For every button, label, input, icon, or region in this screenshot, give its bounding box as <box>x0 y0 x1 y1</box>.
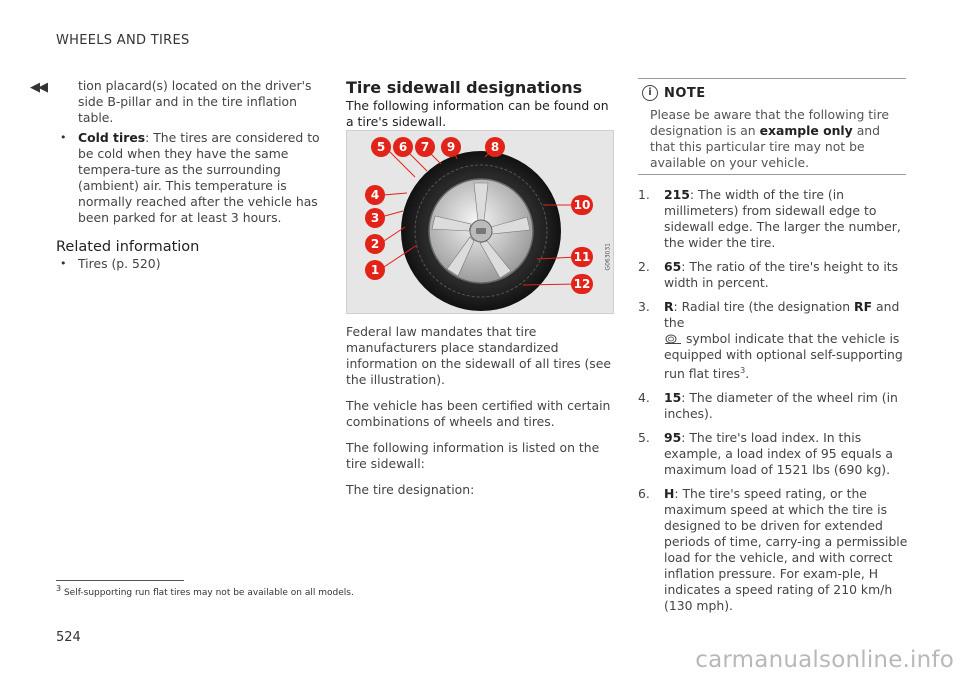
callout-10: 10 <box>571 195 593 215</box>
callout-11: 11 <box>571 247 593 267</box>
watermark[interactable]: carmanualsonline.info <box>695 647 954 673</box>
run-flat-tire-icon <box>664 334 682 344</box>
list-number: 1. <box>638 187 650 202</box>
page-number: 524 <box>56 630 81 645</box>
list-label: 215 <box>664 187 690 202</box>
list-number: 4. <box>638 390 650 406</box>
list-text: and the <box>664 299 900 330</box>
list-text: : Radial tire (the designation <box>673 299 855 314</box>
list-item <box>638 187 910 251</box>
footnote-ref[interactable]: 3 <box>740 366 746 375</box>
figure-code: G063031 <box>605 243 612 271</box>
continued-paragraph: tion placard(s) located on the driver's side B-pillar and in the tire inflation table. <box>78 78 312 125</box>
note-text-bold: example only <box>759 123 853 138</box>
section-subheading: The following information can be found on a tire's sidewall. <box>346 98 609 129</box>
related-link-tires[interactable]: • Tires (p. 520) <box>56 256 322 272</box>
list-label-rf: RF <box>854 299 873 314</box>
continued-mark: ◀◀ <box>30 80 46 95</box>
column-left <box>56 78 322 272</box>
section-header: WHEELS AND TIRES <box>56 33 190 48</box>
paragraph-listed: The following information is listed on the tire sidewall: <box>346 440 600 471</box>
list-text: . <box>745 366 750 382</box>
cold-tires-label: Cold tires <box>78 130 146 145</box>
tire-sidewall-illustration <box>346 130 614 314</box>
note-title: NOTE <box>664 85 706 101</box>
column-middle-body <box>346 324 616 498</box>
callout-1: 1 <box>365 260 385 280</box>
list-text: : The diameter of the wheel rim (in inches). <box>664 390 898 422</box>
note-text-pre: Please be aware that the following tire designation is an <box>650 107 890 138</box>
callout-5: 5 <box>371 137 391 157</box>
list-number: 6. <box>638 486 650 502</box>
list-label: 15 <box>664 390 682 406</box>
list-item <box>638 299 910 382</box>
list-number: 3. <box>638 299 650 314</box>
paragraph-federal-law: Federal law mandates that tire manufacturers place standardized information on the sidewall of all tires (see the illustration). <box>346 324 612 387</box>
callout-8: 8 <box>485 137 505 157</box>
list-number: 2. <box>638 259 650 274</box>
callout-3: 3 <box>365 208 385 228</box>
note-text-post: and that this particular tire may not be available on your vehicle. <box>650 123 881 170</box>
note-body <box>650 107 894 171</box>
callout-6: 6 <box>393 137 413 157</box>
list-text: symbol indicate that the vehicle is equipped with optional self-supporting run flat tires <box>664 331 903 382</box>
note-header <box>642 85 906 101</box>
list-label: H <box>664 486 675 502</box>
callout-4: 4 <box>365 185 385 205</box>
related-heading: Related information <box>56 239 200 255</box>
footnote-number: 3 <box>56 584 62 593</box>
paragraph-designation: The tire designation: <box>346 482 475 497</box>
hub-logo <box>476 228 486 234</box>
list-item <box>638 390 910 422</box>
list-text: : The width of the tire (in millimeters) from sidewall edge to sidewall edge. The larger the number, the wider the tire. <box>664 187 901 250</box>
list-label: R <box>664 299 674 314</box>
cold-tires-text: : The tires are considered to be cold when they have the same tempera-ture as the surrounding (ambient) air. This temperature is normally reached after the vehicle has been parked for at least 3 hours. <box>78 130 320 225</box>
footnote-divider <box>56 580 184 581</box>
callout-9: 9 <box>441 137 461 157</box>
designation-list <box>638 187 910 622</box>
paragraph-certified: The vehicle has been certified with certain combinations of wheels and tires. <box>346 398 611 429</box>
callout-7: 7 <box>415 137 435 157</box>
column-middle <box>346 78 616 130</box>
list-text: : The tire's speed rating, or the maximum speed at which the tire is designed to be driven for extended periods of time, carry-ing a permissible load for the vehicle, and with correct inflation pressure. For exam-ple, H indicates a speed rating of 210 km/h (130 mph). <box>664 486 908 614</box>
list-number: 5. <box>638 430 650 446</box>
list-item <box>638 430 910 478</box>
note-box <box>638 78 906 175</box>
cold-tires-bullet <box>56 130 322 226</box>
info-icon: i <box>642 85 658 101</box>
list-text: : The tire's load index. In this example, a load index of 95 equals a maximum load of 1521 lbs (690 kg). <box>664 430 893 478</box>
footnote-text: Self-supporting run flat tires may not be available on all models. <box>63 588 354 598</box>
list-text: : The ratio of the tire's height to its width in percent. <box>664 259 899 290</box>
list-label: 65 <box>664 259 682 274</box>
list-label: 95 <box>664 430 682 446</box>
callout-12: 12 <box>571 274 593 294</box>
list-item <box>638 259 910 291</box>
callout-2: 2 <box>365 234 385 254</box>
footnote <box>56 584 354 598</box>
list-item <box>638 486 910 614</box>
section-heading: Tire sidewall designations <box>346 78 583 97</box>
